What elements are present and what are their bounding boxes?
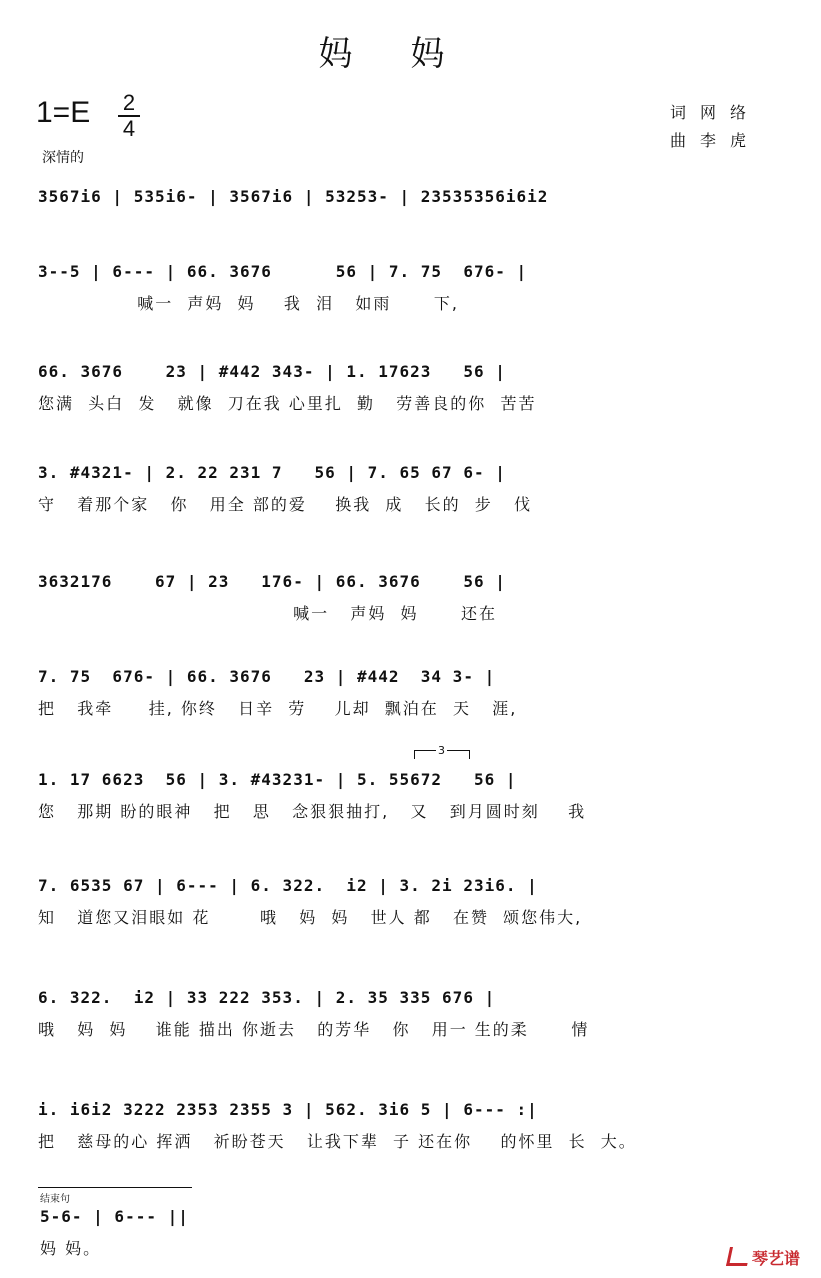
notation-row-5: 3632176 67 | 23 176- | 66. 3676 56 |	[38, 572, 506, 591]
composer-credit: 曲李虎	[670, 131, 761, 150]
lyrics-row-2: 喊一 声妈 妈 我 泪 如雨 下,	[38, 294, 459, 313]
notation-row-10: i. i6i2 3222 2353 2355 3 | 562. 3i6 5 | 6--- :|	[38, 1100, 538, 1119]
triplet-mark: 3	[438, 744, 445, 757]
notation-row-3: 66. 3676 23 | #442 343- | 1. 17623 56 |	[38, 362, 506, 381]
lyrics-row-3: 您满 头白 发 就像 刀在我 心里扎 勤 劳善良的你 苦苦	[38, 394, 537, 413]
notation-row-8: 7. 6535 67 | 6--- | 6. 322. i2 | 3. 2i 23i6. |	[38, 876, 538, 895]
lyrics-coda: 妈 妈。	[40, 1239, 102, 1258]
coda-label: 结束句	[40, 1194, 70, 1205]
lyricist-credit: 词网络	[670, 103, 761, 122]
notation-row-9: 6. 322. i2 | 33 222 353. | 2. 35 335 676 |	[38, 988, 496, 1007]
notation-coda: 5-6- | 6--- ||	[40, 1207, 189, 1226]
notation-row-7: 1. 17 6623 56 | 3. #43231- | 5. 55672 56 |	[38, 770, 517, 789]
time-signature-top: 2	[122, 90, 136, 115]
lyrics-row-8: 知 道您又泪眼如 花 哦 妈 妈 世人 都 在赞 颂您伟大,	[38, 908, 583, 927]
time-signature-bottom: 4	[122, 116, 136, 141]
lyrics-row-10: 把 慈母的心 挥洒 祈盼苍天 让我下辈 子 还在你 的怀里 长 大。	[38, 1132, 637, 1151]
coda-rule	[38, 1187, 192, 1188]
lyrics-row-6: 把 我牵 挂, 你终 日辛 劳 儿却 飘泊在 天 涯,	[38, 699, 518, 718]
time-signature	[118, 92, 140, 140]
brand-name: 琴艺谱	[752, 1249, 801, 1268]
brand-watermark	[728, 1246, 800, 1269]
key-signature: 1=E	[36, 96, 91, 129]
notation-row-6: 7. 75 676- | 66. 3676 23 | #442 34 3- |	[38, 667, 496, 686]
tempo-mood: 深情的	[42, 150, 84, 166]
notation-row-1: 3567i6 | 535i6- | 3567i6 | 53253- | 23535356i6i2	[38, 187, 549, 206]
lyrics-row-5: 喊一 声妈 妈 还在	[38, 604, 498, 623]
lyrics-row-9: 哦 妈 妈 谁能 描出 你逝去 的芳华 你 用一 生的柔 情	[38, 1020, 590, 1039]
page-title: 妈妈	[318, 34, 503, 74]
notation-row-4: 3. #4321- | 2. 22 231 7 56 | 7. 65 67 6- |	[38, 463, 506, 482]
notation-row-2: 3--5 | 6--- | 66. 3676 56 | 7. 75 676- |	[38, 262, 528, 281]
lyrics-row-4: 守 着那个家 你 用全 部的爱 换我 成 长的 步 伐	[38, 495, 533, 514]
lyrics-row-7: 您 那期 盼的眼神 把 思 念狠狠抽打, 又 到月圆时刻 我	[38, 802, 587, 821]
brand-logo-icon	[726, 1247, 751, 1266]
